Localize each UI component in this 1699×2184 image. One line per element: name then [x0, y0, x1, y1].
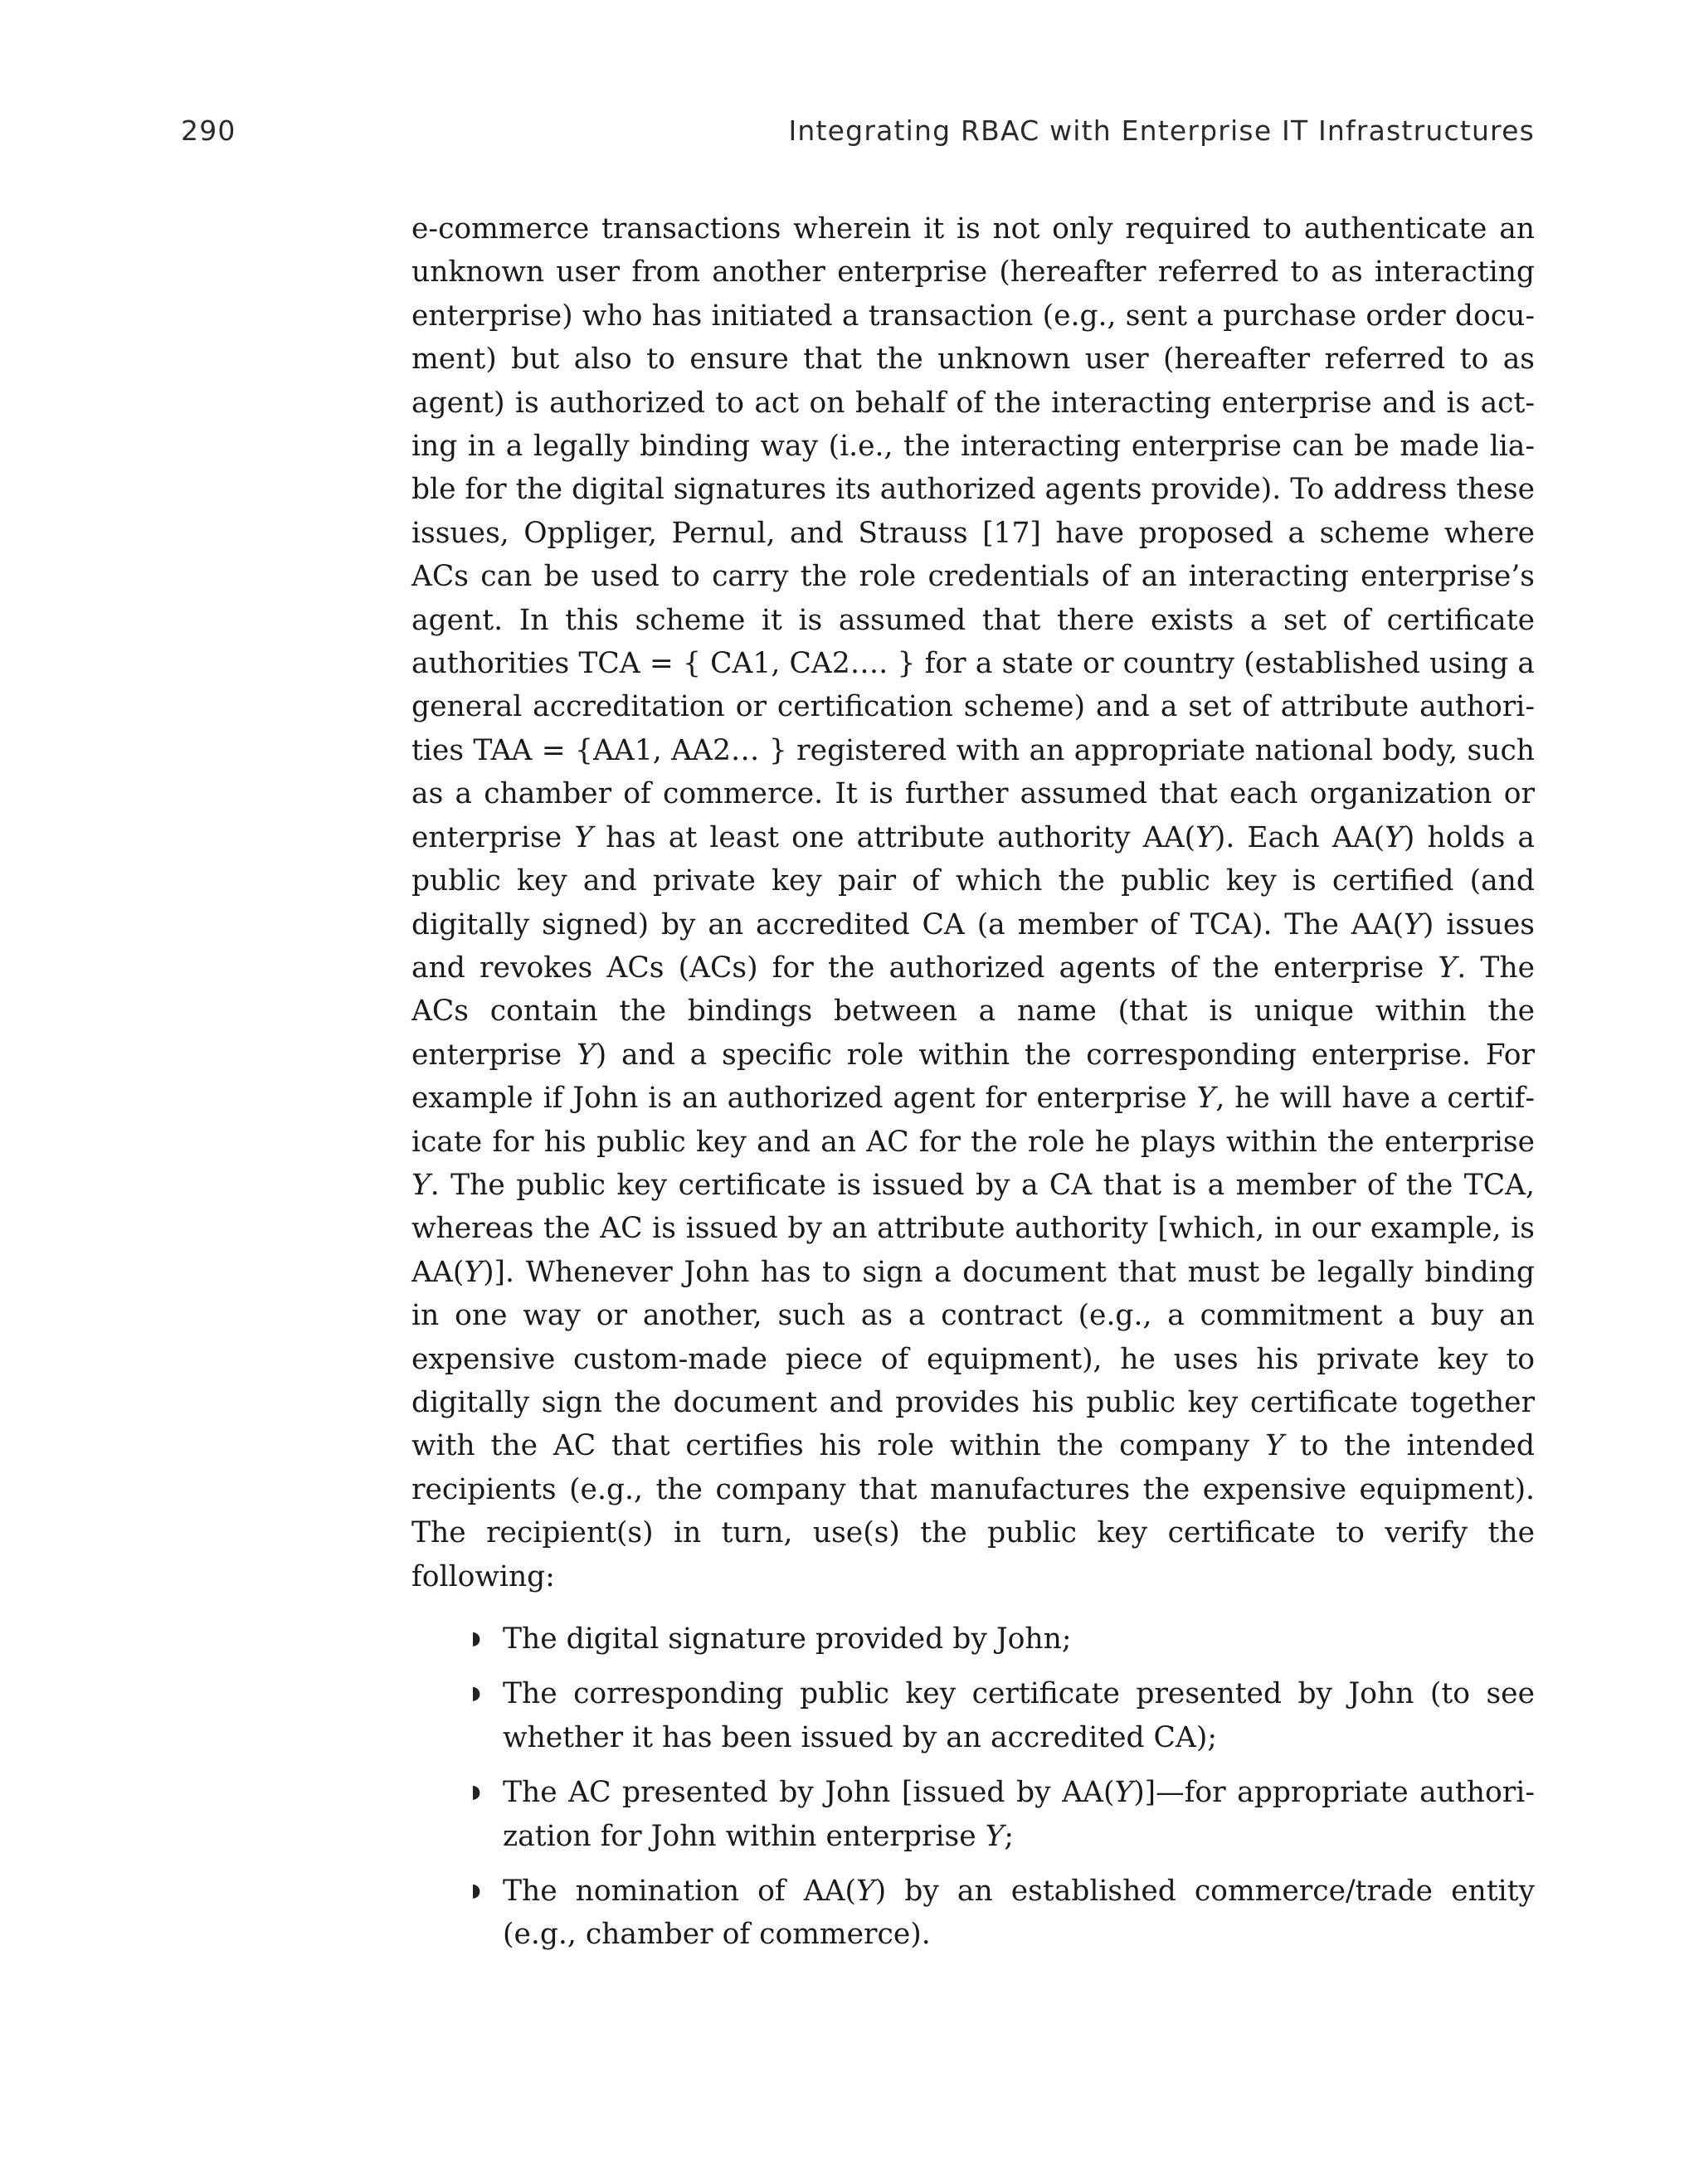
page-number: 290 [181, 114, 236, 147]
text-run: ) issues and revokes ACs (ACs) for the authorized agents of the enterprise [411, 907, 1535, 985]
text-run: )]. Whenever John has to sign a document that must be legally binding in one way or another, such as a contract (e.g., a commitment a buy an expensive custom-made piece of equipment), he uses his private key to digitally sign the document and provides his public key certificate together with the AC that certifies his role within the company [411, 1255, 1535, 1463]
list-item-text: ) by an established commerce/trade entity (e.g., chamber of commerce). [503, 1875, 1536, 1952]
variable-y: Y [411, 1168, 431, 1202]
variable-y: Y [1195, 820, 1215, 854]
text-run: . The public key certificate is issued by a CA that is a member of the TCA, whereas the AC is issued by an attribute authority [which, in our example, is AA( [411, 1168, 1535, 1289]
text-run: ) and a specific role within the corresponding enterprise. For example if John is an authorized agent for enterprise [411, 1038, 1536, 1116]
text-run: , he will have a certificate for his public key and an AC for the role he plays within the enterprise [411, 1082, 1536, 1159]
list-item [465, 1870, 1535, 1957]
variable-y: Y [1265, 1429, 1284, 1463]
variable-y: Y [985, 1819, 1005, 1853]
bullet-icon: ◗ [471, 1628, 481, 1649]
variable-y: Y [576, 1038, 596, 1072]
variable-y: Y [1385, 820, 1404, 854]
running-title: Integrating RBAC with Enterprise IT Infrastructures [788, 114, 1535, 147]
list-item [465, 1771, 1535, 1858]
text-run: . The ACs contain the bindings between a name (that is unique within the enterprise [411, 951, 1535, 1072]
list-item-text: The AC presented by John [issued by AA( [503, 1776, 1115, 1810]
variable-y: Y [856, 1875, 875, 1909]
variable-y: Y [464, 1255, 484, 1289]
variable-y: Y [574, 820, 594, 854]
page-header [181, 114, 1535, 158]
list-item [465, 1672, 1535, 1759]
list-item-text: The digital signature provided by John; [503, 1622, 1072, 1656]
text-run: to the intended recipients (e.g., the company that manufactures the expensive equipment). The recipient(s) in turn, use(s) the public key certificate to verify the following: [411, 1429, 1535, 1593]
text-run: ). Each AA( [1214, 820, 1385, 854]
list-item-text: )]—for appropriate authorization for John within enterprise [503, 1776, 1535, 1853]
variable-y: Y [1404, 907, 1423, 941]
verification-list [465, 1617, 1535, 1968]
bullet-icon: ◗ [471, 1683, 481, 1705]
list-item [465, 1617, 1535, 1661]
list-item-text: The corresponding public key certificate presented by John (to see whether it has been issued by an accredited CA); [503, 1677, 1535, 1754]
variable-y: Y [1196, 1082, 1216, 1116]
text-run: ) holds a public key and private key pair of which the public key is certified (and digitally signed) by an accredited CA (a member of TCA). The AA( [411, 820, 1535, 941]
list-item-text: The nomination of AA( [503, 1875, 856, 1909]
bullet-icon: ◗ [471, 1782, 481, 1803]
variable-y: Y [1114, 1776, 1134, 1810]
bullet-icon: ◗ [471, 1880, 481, 1902]
text-run: has at least one attribute authority AA( [593, 820, 1196, 854]
body-paragraph [411, 207, 1535, 1598]
text-run: e-commerce transactions wherein it is not only required to authenticate an unknown user from another enterprise (hereafter referred to as interacting enterprise) who has initiated a transaction (e.g., sent a purchase order document) but also to ensure that the unknown user (hereafter referred to as agent) is authorized to act on behalf of the interacting enterprise and is acting in a legally binding way (i.e., the interacting enterprise can be made liable for the digital signatures its authorized agents provide). To address these issues, Oppliger, Pernul, and Strauss [17] have proposed a scheme where ACs can be used to carry the role credentials of an interacting enterprise’s agent. In this scheme it is assumed that there exists a set of certificate authorities TCA = { CA1, CA2…. } for a state or country (established using a general accreditation or certification scheme) and a set of attribute authorities TAA = {AA1, AA2… } registered with an appropriate national body, such as a chamber of commerce. It is further assumed that each organization or enterprise [411, 212, 1535, 854]
list-item-text: ; [1004, 1819, 1014, 1853]
variable-y: Y [1438, 951, 1458, 985]
